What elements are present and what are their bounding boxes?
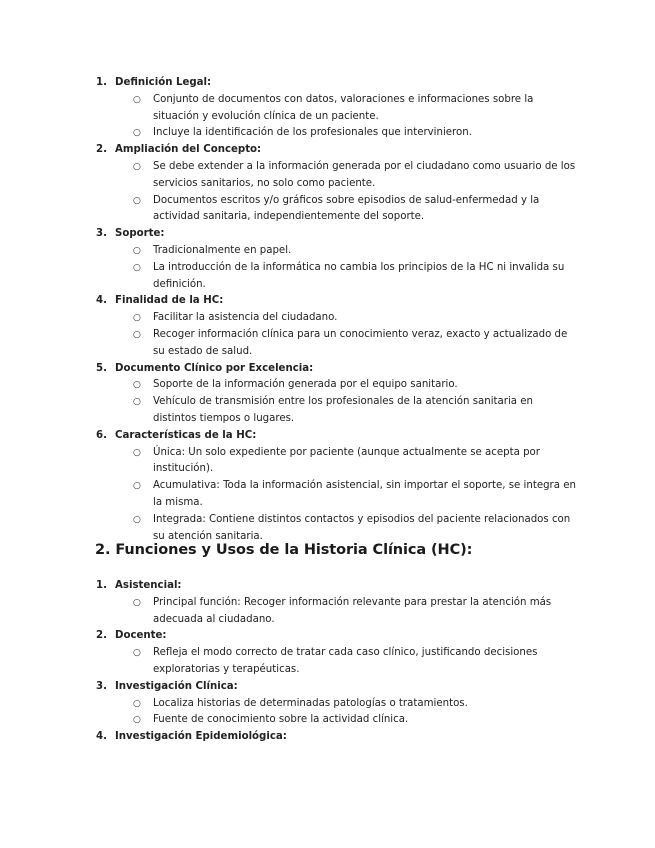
circle-bullet-icon: ○ [133, 380, 141, 391]
numbered-item [0, 628, 655, 678]
sub-item-text: Principal función: Recoger información relevante para prestar la atención más adecuada al ciudadano. [153, 596, 552, 625]
sub-list [115, 445, 655, 546]
sub-item-text: Recoger información clínica para un conocimiento veraz, exacto y actualizado de su estado de salud. [153, 328, 568, 357]
sub-list [115, 92, 655, 142]
circle-bullet-icon: ○ [133, 648, 141, 659]
sub-item-text: Facilitar la asistencia del ciudadano. [153, 312, 338, 324]
sub-list [115, 243, 655, 293]
sub-item-text: Vehículo de transmisión entre los profesionales de la atención sanitaria en distintos tiempos o lugares. [153, 396, 534, 424]
circle-bullet-icon: ○ [133, 128, 141, 139]
sub-list-item [115, 327, 578, 361]
numbered-item [0, 75, 655, 142]
circle-bullet-icon: ○ [133, 447, 141, 458]
sub-list-item [115, 512, 578, 546]
item-title: Investigación Clínica: [115, 680, 238, 692]
sub-list-item [115, 260, 578, 294]
circle-bullet-icon: ○ [133, 481, 141, 492]
circle-bullet-icon: ○ [133, 397, 141, 408]
circle-bullet-icon: ○ [133, 161, 141, 172]
item-number: 1. [96, 580, 107, 591]
sub-list-item [115, 377, 578, 394]
sub-item-text: Soporte de la información generada por el equipo sanitario. [153, 379, 458, 391]
numbered-item [0, 679, 655, 729]
sub-list [115, 645, 655, 679]
circle-bullet-icon: ○ [133, 698, 141, 709]
section2-heading: 2. Funciones y Usos de la Historia Clínica (HC): [95, 542, 473, 558]
item-title: Documento Clínico por Excelencia: [115, 362, 314, 374]
sub-list-item [115, 645, 578, 679]
item-number: 2. [96, 630, 107, 642]
item-number: 3. [96, 680, 107, 692]
numbered-item [0, 361, 655, 428]
item-title: Ampliación del Concepto: [115, 144, 262, 156]
numbered-item [0, 578, 655, 628]
sub-list-item [115, 696, 578, 713]
sub-list-item [115, 445, 578, 479]
circle-bullet-icon: ○ [133, 715, 141, 726]
item-title: Investigación Epidemiológica: [115, 731, 287, 743]
circle-bullet-icon: ○ [133, 262, 141, 273]
item-number: 6. [96, 429, 107, 441]
item-number: 1. [96, 77, 107, 88]
sub-list [115, 310, 655, 360]
sub-item-text: Tradicionalmente en papel. [153, 244, 292, 256]
sub-list-item [115, 478, 578, 512]
sub-item-text: Conjunto de documentos con datos, valoraciones e informaciones sobre la situación y evolución clínica de un paciente. [153, 93, 534, 122]
item-title: Definición Legal: [115, 77, 212, 88]
sub-list [115, 595, 655, 629]
sub-list-item [115, 595, 578, 629]
item-title: Soporte: [115, 228, 165, 240]
sub-item-text: Documentos escritos y/o gráficos sobre episodios de salud-enfermedad y la actividad sanitaria, independientemente del soporte. [153, 194, 540, 223]
sub-item-text: Única: Un solo expediente por paciente (aunque actualmente se acepta por institución). [153, 446, 540, 475]
item-title: Características de la HC: [115, 429, 257, 441]
sub-item-text: Fuente de conocimiento sobre la actividad clínica. [153, 714, 409, 726]
item-number: 2. [96, 144, 107, 156]
numbered-item [0, 142, 655, 226]
sub-list-item [115, 193, 578, 227]
item-number: 3. [96, 228, 107, 240]
numbered-item [0, 226, 655, 293]
circle-bullet-icon: ○ [133, 597, 141, 608]
sub-item-text: Refleja el modo correcto de tratar cada caso clínico, justificando decisiones exploratorias y terapéuticas. [153, 647, 538, 675]
sub-list [115, 159, 655, 226]
circle-bullet-icon: ○ [133, 94, 141, 105]
sub-list-item [115, 125, 578, 142]
sub-list [115, 377, 655, 427]
item-title: Asistencial: [115, 580, 182, 591]
sub-list-item [115, 243, 578, 260]
sub-item-text: Integrada: Contiene distintos contactos y episodios del paciente relacionados con su atención sanitaria. [153, 513, 571, 542]
sub-list-item [115, 712, 578, 729]
item-title: Docente: [115, 630, 167, 642]
sub-item-text: La introducción de la informática no cambia los principios de la HC ni invalida su definición. [153, 261, 565, 290]
sub-item-text: Acumulativa: Toda la información asistencial, sin importar el soporte, se integra en la misma. [153, 480, 576, 508]
circle-bullet-icon: ○ [133, 245, 141, 256]
sub-item-text: Se debe extender a la información generada por el ciudadano como usuario de los servicios sanitarios, no solo como paciente. [153, 160, 576, 189]
sub-list-item [115, 159, 578, 193]
item-title: Finalidad de la HC: [115, 295, 224, 307]
section1-list [0, 75, 655, 545]
item-number: 5. [96, 362, 107, 374]
circle-bullet-icon: ○ [133, 329, 141, 340]
section2-list [0, 578, 655, 746]
circle-bullet-icon: ○ [133, 195, 141, 206]
sub-item-text: Incluye la identificación de los profesionales que intervinieron. [153, 127, 472, 139]
numbered-item [0, 729, 655, 746]
item-number: 4. [96, 295, 107, 307]
item-number: 4. [96, 731, 107, 743]
sub-list [115, 696, 655, 730]
sub-list-item [115, 92, 578, 126]
sub-list-item [115, 310, 578, 327]
circle-bullet-icon: ○ [133, 514, 141, 525]
circle-bullet-icon: ○ [133, 313, 141, 324]
sub-list-item [115, 394, 578, 428]
numbered-item [0, 293, 655, 360]
numbered-item [0, 428, 655, 546]
sub-item-text: Localiza historias de determinadas patologías o tratamientos. [153, 697, 468, 709]
